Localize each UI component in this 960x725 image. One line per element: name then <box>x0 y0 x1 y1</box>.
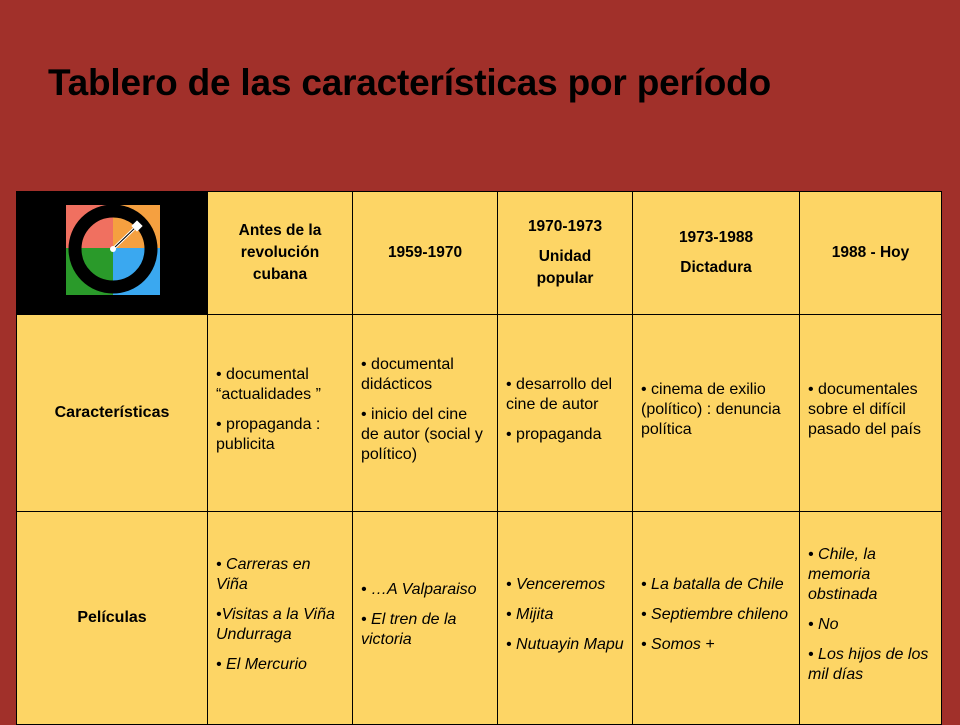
list-item: • documental didácticos <box>361 356 454 393</box>
table-cell <box>633 512 800 725</box>
list-item: • Nutuayin Mapu <box>506 636 624 653</box>
list-item: • Carreras en Viña <box>216 556 311 593</box>
table-row <box>17 512 942 725</box>
periods-table <box>16 191 942 725</box>
table-cell <box>353 512 498 725</box>
table-cell <box>800 315 942 512</box>
list-item: • inicio del cine de autor (social y político) <box>361 406 483 463</box>
table-header-row <box>17 192 942 315</box>
list-item: • La batalla de Chile <box>641 576 784 593</box>
list-item: • …A Valparaiso <box>361 581 477 598</box>
list-item: • Somos + <box>641 636 715 653</box>
header-1988-hoy: 1988 - Hoy <box>800 192 942 315</box>
table-cell <box>498 315 633 512</box>
logo-cell <box>17 192 208 315</box>
table-row <box>17 315 942 512</box>
film-reel-clock-icon <box>25 192 199 314</box>
page-title: Tablero de las características por período <box>48 62 771 103</box>
list-item: • El Mercurio <box>216 656 307 673</box>
list-item: • Venceremos <box>506 576 606 593</box>
list-item: • El tren de la victoria <box>361 611 457 648</box>
list-item: • Mijita <box>506 606 554 623</box>
list-item: • No <box>808 616 839 633</box>
list-item: • cinema de exilio (político) : denuncia política <box>641 381 781 438</box>
table-cell <box>208 512 353 725</box>
table-cell <box>208 315 353 512</box>
table-cell <box>498 512 633 725</box>
list-item: • propaganda : publicita <box>216 416 321 453</box>
header-antes: Antes de la revolución cubana <box>208 192 353 315</box>
header-1973-1988: 1973-1988 Dictadura <box>633 192 800 315</box>
list-item: •Visitas a la Viña Undurraga <box>216 606 335 643</box>
list-item: • documental “actualidades ” <box>216 366 321 403</box>
list-item: • desarrollo del cine de autor <box>506 376 613 413</box>
row-label-peliculas: Películas <box>17 512 208 725</box>
list-item: • documentales sobre el difícil pasado del país <box>808 381 921 438</box>
row-label-caracteristicas: Características <box>17 315 208 512</box>
table-cell <box>353 315 498 512</box>
list-item: • Chile, la memoria obstinada <box>808 546 878 603</box>
header-1959-1970: 1959-1970 <box>353 192 498 315</box>
list-item: • Los hijos de los mil días <box>808 646 929 683</box>
list-item: • Septiembre chileno <box>641 606 789 623</box>
list-item: • propaganda <box>506 426 602 443</box>
table-cell <box>800 512 942 725</box>
header-1970-1973: 1970-1973 Unidad popular <box>498 192 633 315</box>
table-cell <box>633 315 800 512</box>
